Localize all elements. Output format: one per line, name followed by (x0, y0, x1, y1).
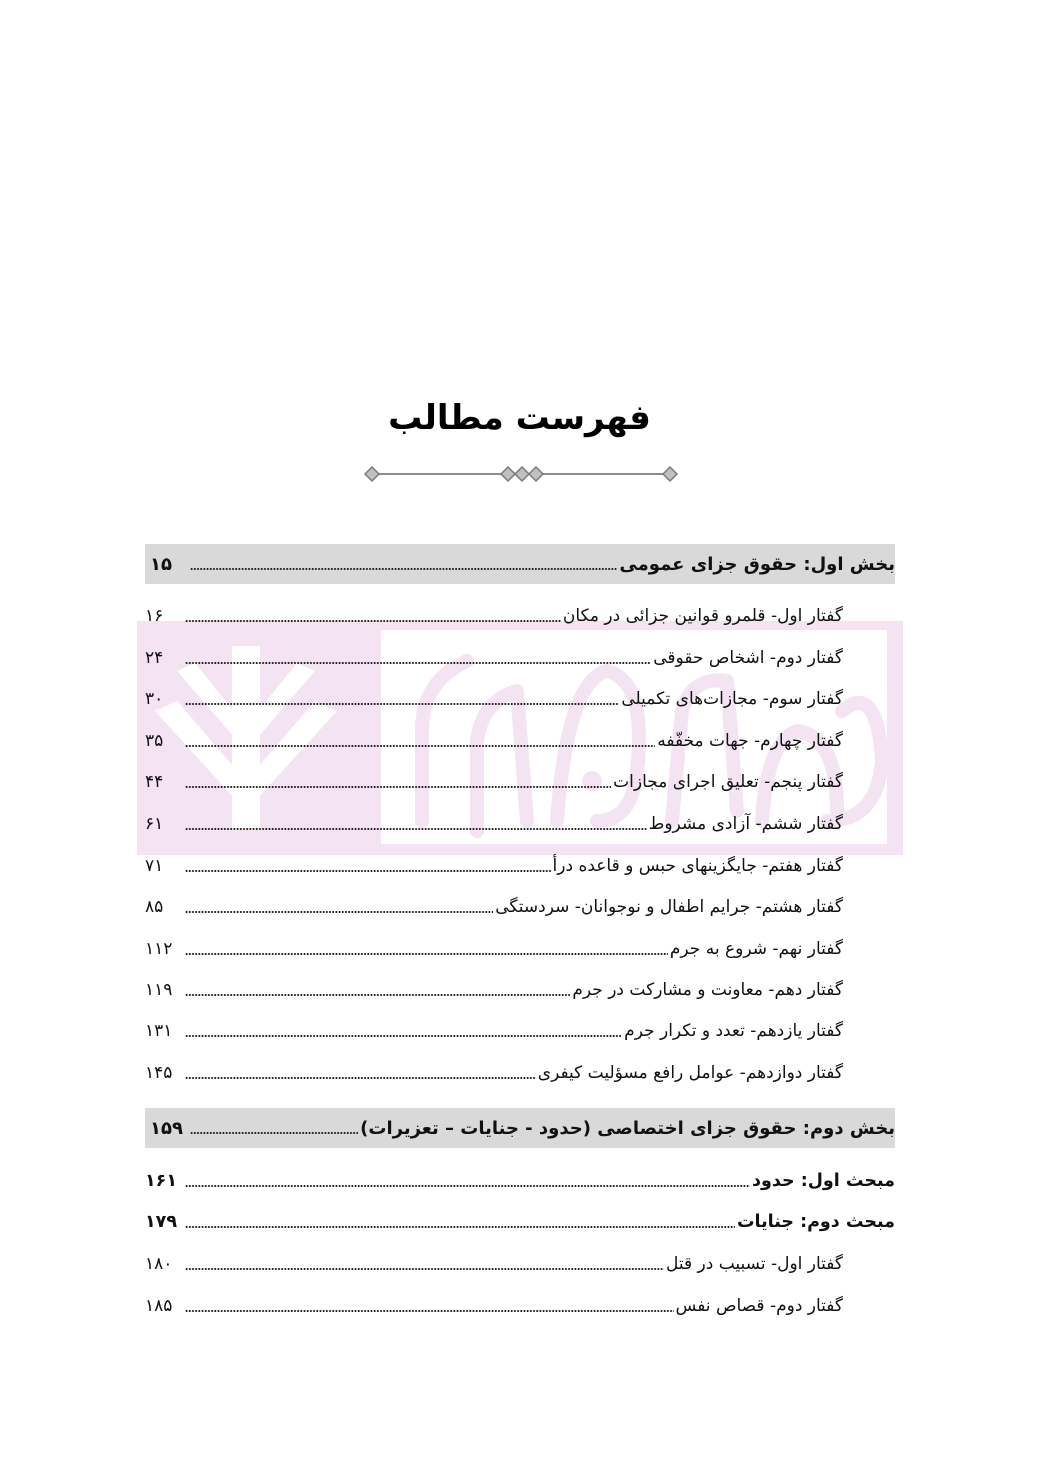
dotted-leader (185, 911, 493, 913)
dotted-leader (185, 1077, 536, 1079)
dotted-leader (185, 1035, 622, 1037)
dotted-leader (185, 1310, 674, 1312)
toc-entry[interactable] (145, 892, 895, 922)
dotted-leader (185, 953, 668, 955)
toc-entry[interactable] (145, 934, 895, 964)
dotted-leader (190, 568, 617, 570)
toc-page-number: ۱۶ (145, 606, 164, 626)
toc-part-title: بخش دوم: حقوق جزای اختصاصی (حدود - جنایات – تعزیرات) (360, 1117, 895, 1139)
toc-entry[interactable] (145, 684, 895, 714)
toc-page-number: ۲۴ (145, 648, 164, 668)
toc-section-title: مبحث اول: حدود (752, 1171, 895, 1191)
toc-page-number: ۴۴ (145, 772, 164, 792)
toc-entry-title: گفتار پنجم- تعلیق اجرای مجازات (613, 772, 843, 792)
toc-entry[interactable] (145, 726, 895, 756)
toc-entry-title: گفتار یازدهم- تعدد و تکرار جرم (624, 1021, 843, 1041)
toc-entry-title: گفتار سوم- مجازات‌های تکمیلی (621, 689, 843, 709)
toc-entry-title: گفتار ششم- آزادی مشروط (648, 814, 843, 834)
toc-page-number: ۶۱ (145, 814, 164, 834)
toc-entry-title: گفتار اول- قلمرو قوانین جزائی در مکان (562, 606, 843, 626)
dotted-leader (185, 703, 619, 705)
toc-section-entry[interactable] (145, 1166, 895, 1196)
toc-entry[interactable] (145, 1249, 895, 1279)
toc-page-number: ۱۵ (150, 553, 172, 575)
dotted-leader (185, 1268, 664, 1270)
toc-page-number: ۳۵ (145, 731, 164, 751)
toc-page-number: ۱۱۹ (145, 980, 173, 1000)
toc-entry[interactable] (145, 851, 895, 881)
toc-page-number: ۱۸۵ (145, 1296, 173, 1316)
toc-part-header-2[interactable] (145, 1108, 895, 1148)
toc-entry[interactable] (145, 1291, 895, 1321)
dotted-leader (185, 1185, 750, 1187)
toc-entry[interactable] (145, 809, 895, 839)
toc-page-number: ۱۳۱ (145, 1021, 173, 1041)
dotted-leader (185, 745, 655, 747)
toc-entry-title: گفتار نهم- شروع به جرم (669, 939, 843, 959)
toc-entry-title: گفتار هفتم- جایگزینهای حبس و قاعده درأ (552, 856, 843, 876)
dotted-leader (185, 786, 611, 788)
ornament-divider-icon (363, 464, 679, 484)
page-title: فهرست مطالب (388, 398, 651, 438)
dotted-leader (185, 994, 570, 996)
dotted-leader (185, 870, 551, 872)
toc-entry[interactable] (145, 975, 895, 1005)
toc-entry[interactable] (145, 1058, 895, 1088)
toc-entry-title: گفتار هشتم- جرایم اطفال و نوجوانان- سردستگی (495, 897, 843, 917)
toc-entry-title: گفتار چهارم- جهات مخفّفه (657, 731, 843, 751)
toc-entry-title: گفتار اول- تسبیب در قتل (665, 1254, 843, 1274)
toc-part-title: بخش اول: حقوق جزای عمومی (619, 553, 895, 575)
toc-page-number: ۱۱۲ (145, 939, 173, 959)
toc-page-number: ۸۵ (145, 897, 164, 917)
toc-entry[interactable] (145, 1016, 895, 1046)
toc-entry-title: گفتار دهم- معاونت و مشارکت در جرم (572, 980, 843, 1000)
toc-page-number: ۱۸۰ (145, 1254, 173, 1274)
toc-page-number: ۱۷۹ (145, 1212, 178, 1232)
toc-page-number: ۳۰ (145, 689, 164, 709)
toc-section-title: مبحث دوم: جنایات (736, 1212, 895, 1232)
toc-entry-title: گفتار دوم- اشخاص حقوقی (653, 648, 843, 668)
toc-page-number: ۱۴۵ (145, 1063, 173, 1083)
toc-entry[interactable] (145, 601, 895, 631)
toc-entry[interactable] (145, 643, 895, 673)
toc-page-number: ۷۱ (145, 856, 164, 876)
dotted-leader (185, 828, 647, 830)
toc-page-number: ۱۶۱ (145, 1171, 178, 1191)
dotted-leader (185, 1226, 735, 1228)
toc-section-entry[interactable] (145, 1207, 895, 1237)
dotted-leader (185, 662, 651, 664)
dotted-leader (185, 620, 561, 622)
dotted-leader (190, 1132, 358, 1134)
toc-part-header-1[interactable] (145, 544, 895, 584)
toc-page-number: ۱۵۹ (150, 1117, 183, 1139)
toc-entry-title: گفتار دوازدهم- عوامل رافع مسؤلیت کیفری (537, 1063, 843, 1083)
toc-entry-title: گفتار دوم- قصاص نفس (675, 1296, 843, 1316)
toc-entry[interactable] (145, 767, 895, 797)
